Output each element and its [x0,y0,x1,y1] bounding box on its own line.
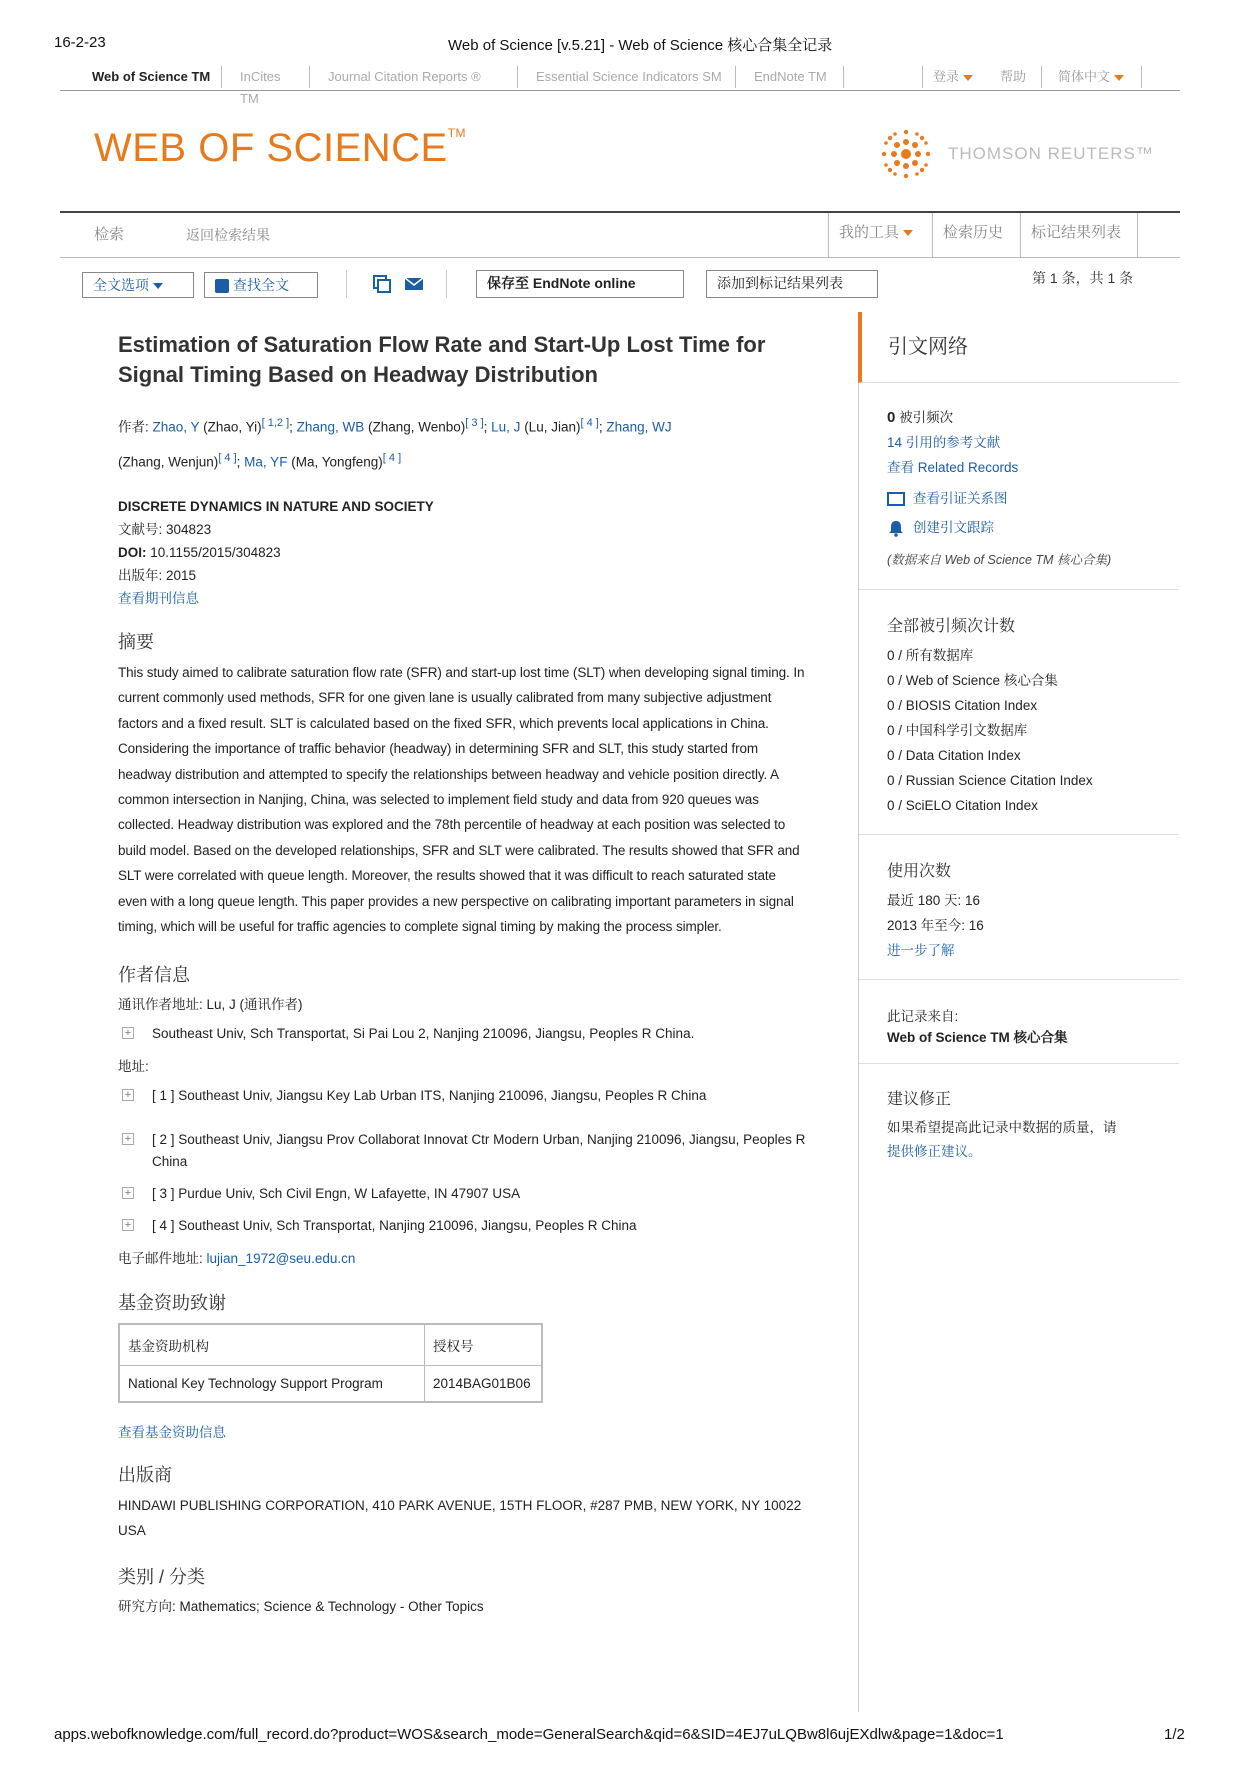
print-page-number: 1/2 [1164,1726,1185,1743]
record-main [118,330,808,1615]
corresponding-address: + Southeast Univ, Sch Transportat, Si Pai Lou 2, Nanjing 210096, Jiangsu, Peoples R China. [118,1023,808,1045]
author-fullname: (Ma, Yongfeng) [291,454,383,469]
print-icon[interactable] [372,274,392,294]
suggest-correction-text: 如果希望提高此记录中数据的质量，请 [887,1120,1117,1135]
cited-count-item: 0 / BIOSIS Citation Index [887,698,1038,713]
category-heading: 类别 / 分类 [118,1567,206,1588]
suggest-correction-heading: 建议修正 [887,1091,952,1108]
learn-more-link[interactable]: 进一步了解 [887,943,955,958]
cited-count-item: 0 / 所有数据库 [887,648,974,663]
chevron-down-icon [963,75,973,81]
save-to-endnote-button[interactable]: 保存至 EndNote online [476,270,684,298]
record-from-value: Web of Science TM 核心合集 [887,1030,1068,1045]
cited-count-item: 0 / Russian Science Citation Index [887,773,1093,788]
cited-count-item: 0 / SciELO Citation Index [887,798,1038,813]
funding-heading: 基金资助致谢 [118,1293,226,1314]
sidebar [858,312,1179,1712]
find-fulltext-button[interactable]: 查找全文 [204,272,318,298]
record-title: Estimation of Saturation Flow Rate and Start-Up Lost Time for Signal Timing Based on Headway Distribution [118,332,766,387]
author-info-heading: 作者信息 [118,965,190,986]
address-label: 地址: [118,1059,149,1075]
all-times-cited-section [859,590,1179,835]
usage-180-days: 最近 180 天: 16 [887,893,981,908]
chevron-down-icon [1114,75,1124,81]
citation-map-link[interactable]: 查看引证关系图 [913,491,1008,506]
nav-bar [60,211,1180,258]
funding-header-agency: 基金资助机构 [119,1324,425,1366]
author-link[interactable]: Lu, J [491,419,521,435]
record-count: 第 1 条，共 1 条 [1032,270,1134,286]
journal-name: DISCRETE DYNAMICS IN NATURE AND SOCIETY [118,499,434,514]
email-row: 电子邮件地址: lujian_1972@seu.edu.cn [118,1251,356,1267]
authors-list: 作者: Zhao, Y (Zhao, Yi)[ 1,2 ]; Zhang, WB (Zhang, Wenbo)[ 3 ]; Lu, J (Lu, Jian)[ 4 ]; Zhang, WJ (Zhang, Wenjun)[ 4 ]; Ma, YF (Ma, Yongfeng)[ 4 ] [118,417,672,469]
funding-table [118,1323,543,1403]
abstract-heading: 摘要 [118,632,154,652]
authors-label: 作者: [118,419,149,435]
add-to-marked-list-button[interactable]: 添加到标记结果列表 [706,270,878,298]
fulltext-options-button[interactable]: 全文选项 [82,272,194,298]
all-times-cited-heading: 全部被引频次计数 [887,618,1016,635]
author-fullname: (Lu, Jian) [524,419,581,435]
address-item: + [ 1 ] Southeast Univ, Jiangsu Key Lab Urban ITS, Nanjing 210096, Jiangsu, Peoples R China [118,1085,808,1107]
author-ref[interactable]: [ 4 ] [580,417,599,429]
author-fullname: (Zhao, Yi) [203,419,262,435]
citation-alert-row [887,515,1179,540]
wos-logo: WEB OF SCIENCE™ [94,126,467,170]
divider [446,270,447,298]
related-records-link[interactable]: 查看 Related Records [887,460,1019,475]
help-link[interactable]: 帮助 [990,66,1042,88]
citation-network-section [859,383,1179,590]
record-from-label: 此记录来自: [887,1009,959,1024]
login-menu[interactable]: 登录 [922,66,1042,88]
expand-icon[interactable]: + [122,1089,134,1101]
publisher-text: HINDAWI PUBLISHING CORPORATION, 410 PARK AVENUE, 15TH FLOOR, #287 PMB, NEW YORK, NY 10022 USA [118,1498,802,1539]
abstract-text: This study aimed to calibrate saturation flow rate (SFR) and start-up lost time (SLT) when developing signal timing. In current commonly used methods, SFR for one given lane is usually calibrated from many subjective adjustment factors and a fixed result. SLT is calculated based on the fixed SFR, which prevents local applications in China. Considering the importance of traffic behavior (headway) in determining SFR and SLT, this study started from headway distribution and attempted to specify the relationships between headway and vehicle position directly. A common intersection in Nanjing, China, was selected to implement field study and data from 920 queues was collected. Headway distribution was explored and the 78th percentile of headway at each position was selected to build model. Based on the developed relationships, SFR and SLT were calibrated. The results showed that SFR and SLT were correlated with queue length. Moreover, the results showed that it was difficult to reach saturated state even with a long queue length. This paper provides a new perspective on calibrating important parameters in signal timing, which will be useful for traffic agencies to complete signal timing by making the process simpler. [118,665,805,935]
author-ref[interactable]: [ 3 ] [465,417,484,429]
funding-header-grant: 授权号 [425,1324,543,1366]
author-link[interactable]: Zhang, WB [296,419,365,435]
record-meta [118,495,808,610]
citation-map-icon [887,492,905,506]
author-ref[interactable]: [ 1,2 ] [261,417,290,429]
nav-search-history[interactable]: 检索历史 [932,213,1020,257]
expand-icon[interactable]: + [122,1133,134,1145]
product-endnote[interactable]: EndNote TM [744,66,844,88]
cited-count-item: 0 / Data Citation Index [887,748,1021,763]
expand-icon[interactable]: + [122,1187,134,1199]
product-web-of-science[interactable]: Web of Science TM [82,66,222,88]
author-fullname: (Zhang, Wenbo) [367,419,466,435]
times-cited: 0 被引频次 [887,409,954,426]
email-link[interactable]: lujian_1972@seu.edu.cn [206,1251,356,1267]
research-area: 研究方向: Mathematics; Science & Technology - Other Topics [118,1599,484,1615]
author-link[interactable]: Zhao, Y [152,419,200,435]
usage-since-2013: 2013 年至今: 16 [887,918,984,933]
publisher-heading: 出版商 [118,1465,172,1486]
product-esi[interactable]: Essential Science Indicators SM [526,66,736,88]
email-icon[interactable] [404,277,424,291]
bell-icon [887,519,905,537]
usage-heading: 使用次数 [887,863,952,880]
suggest-correction-section [859,1064,1179,1164]
product-jcr[interactable]: Journal Citation Reports ® [318,66,518,88]
print-date: 16-2-23 [54,34,106,51]
doi: DOI: 10.1155/2015/304823 [118,545,281,560]
expand-icon[interactable]: + [122,1219,134,1231]
cited-count-item: 0 / 中国科学引文数据库 [887,723,1028,738]
funding-agency: National Key Technology Support Program [119,1366,425,1403]
address-item: + [ 3 ] Purdue Univ, Sch Civil Engn, W Lafayette, IN 47907 USA [118,1183,808,1205]
divider [346,270,347,298]
journal-info-link[interactable]: 查看期刊信息 [118,591,199,606]
nav-search[interactable]: 检索 [94,226,125,243]
create-citation-alert-link[interactable]: 创建引文跟踪 [913,520,994,535]
author-ref[interactable]: [ 4 ] [382,451,402,464]
citation-map-row [887,486,1179,511]
article-number: 文献号: 304823 [118,522,212,537]
nav-back-to-results[interactable]: 返回检索结果 [186,227,270,243]
expand-icon[interactable]: + [122,1027,134,1039]
product-incites[interactable]: InCites TM [230,66,310,88]
citation-network-heading: 引文网络 [858,312,1179,383]
print-url: apps.webofknowledge.com/full_record.do?product=WOS&search_mode=GeneralSearch&qid=6&SID=4EJ7uLQBw8l6ujEXdlw&page=1&doc=1 [54,1726,1004,1743]
address-item: + [ 4 ] Southeast Univ, Sch Transportat, Nanjing 210096, Jiangsu, Peoples R China [118,1215,808,1237]
thomson-reuters-logo-icon [876,124,936,184]
nav-marked-list[interactable]: 标记结果列表 [1020,213,1138,257]
publication-year: 出版年: 2015 [118,568,197,583]
table-row [119,1366,542,1403]
data-source-note: (数据来自 Web of Science TM 核心合集) [887,553,1112,567]
fulltext-icon [215,279,229,293]
suggest-correction-link[interactable]: 提供修正建议。 [887,1144,982,1159]
nav-my-tools[interactable]: 我的工具 [828,213,932,257]
address-item: + [ 2 ] Southeast Univ, Jiangsu Prov Collaborat Innovat Ctr Modern Urban, Nanjing 210096, Jiangsu, Peoples R China [118,1129,808,1173]
author-fullname: (Zhang, Wenjun) [118,454,219,469]
chevron-down-icon [153,283,163,289]
author-link[interactable]: Zhang, WJ [606,419,672,435]
usage-section [859,835,1179,980]
cited-references-link[interactable]: 14 引用的参考文献 [887,435,1001,450]
product-bar [60,66,1180,106]
cited-count-item: 0 / Web of Science 核心合集 [887,673,1058,688]
language-menu[interactable]: 简体中文 [1048,66,1142,88]
chevron-down-icon [903,230,913,236]
author-ref[interactable]: [ 4 ] [218,451,237,464]
author-link[interactable]: Ma, YF [244,454,288,469]
thomson-reuters-wordmark: THOMSON REUTERS™ [948,144,1154,163]
funding-info-link[interactable]: 查看基金资助信息 [118,1425,226,1441]
record-source-section [859,980,1179,1064]
print-page-title: Web of Science [v.5.21] - Web of Science 核心合集全记录 [448,37,833,54]
funding-grant: 2014BAG01B06 [425,1366,543,1403]
corresponding-author: 通讯作者地址: Lu, J (通讯作者) [118,997,303,1013]
